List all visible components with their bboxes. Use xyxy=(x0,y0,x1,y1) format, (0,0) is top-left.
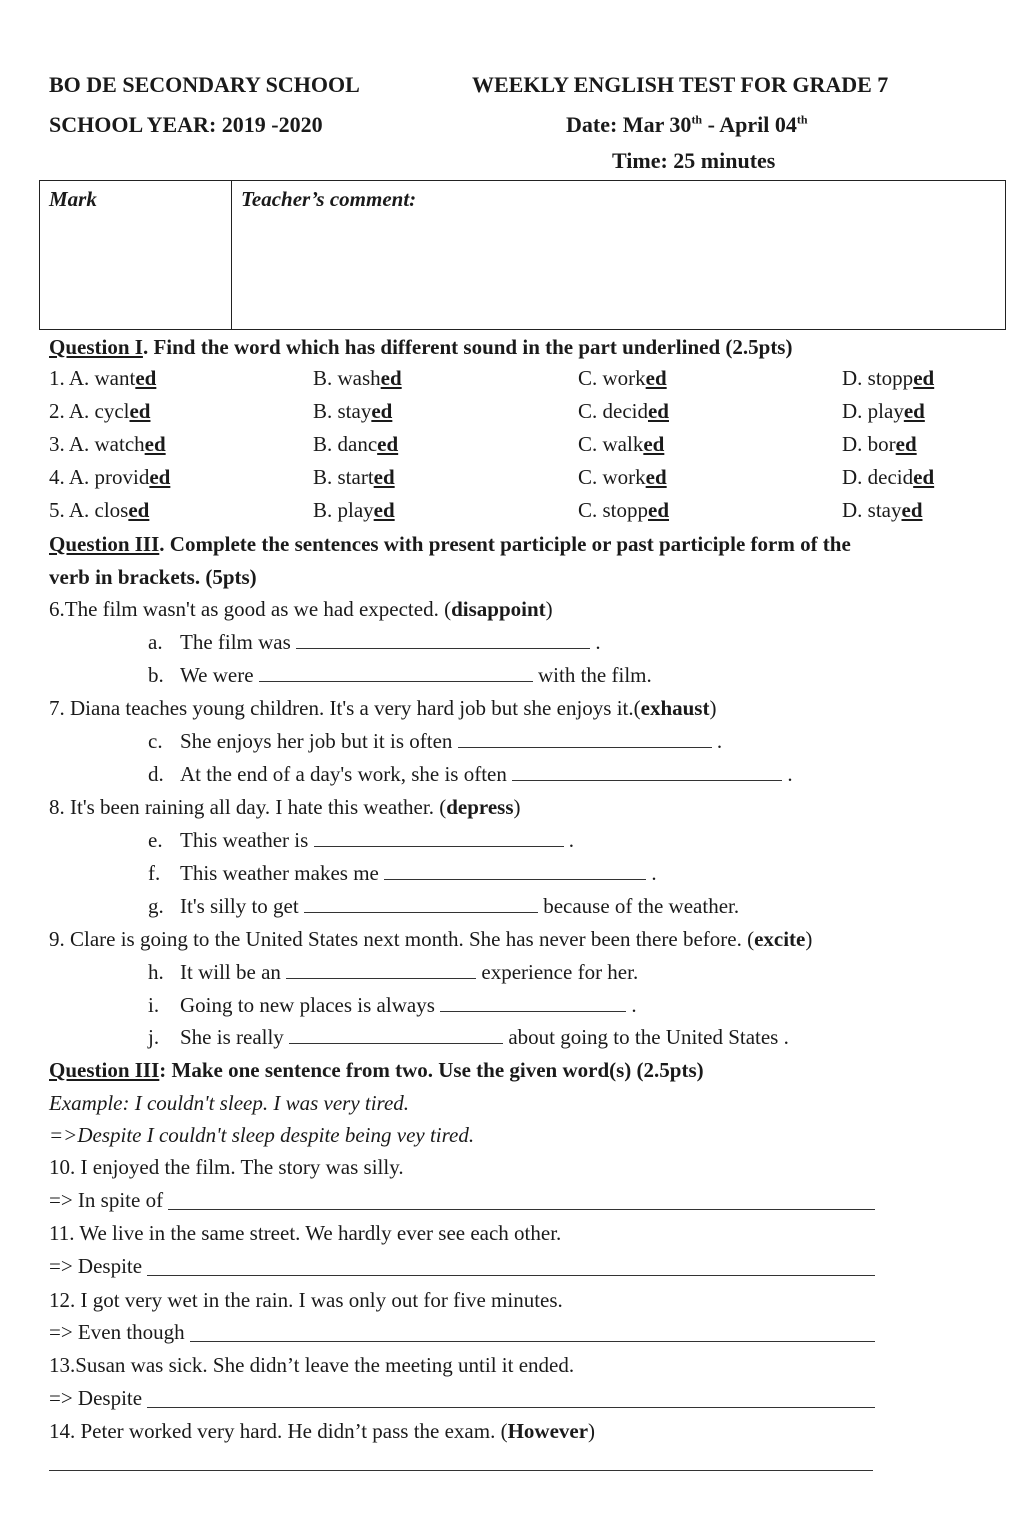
q1-option: 5. A. closed xyxy=(49,498,150,522)
answer-blank[interactable] xyxy=(289,1025,503,1044)
question-2-heading: Question III. Complete the sentences with present participle or past participle form of the xyxy=(49,532,851,556)
answer-line[interactable] xyxy=(168,1188,875,1210)
q1-option: C. worked xyxy=(578,366,667,390)
question-14: 14. Peter worked very hard. He didn’t pass the exam. (However) xyxy=(49,1419,596,1443)
q1-option: D. decided xyxy=(842,465,935,489)
school-year: SCHOOL YEAR: 2019 -2020 xyxy=(49,112,323,137)
test-date: Date: Mar 30th - April 04th xyxy=(566,112,808,137)
question-3-heading: Question III: Make one sentence from two. Use the given word(s) (2.5pts) xyxy=(49,1058,704,1082)
q1-option: 3. A. watched xyxy=(49,432,166,456)
box-divider xyxy=(231,181,232,329)
answer-blank[interactable] xyxy=(296,630,590,649)
q1-option: C. worked xyxy=(578,465,667,489)
example-answer: =>Despite I couldn't sleep despite being vey tired. xyxy=(49,1123,475,1147)
q3-answer-row: => Even though xyxy=(49,1320,875,1345)
q2-subitem: h. It will be an experience for her. xyxy=(148,960,639,984)
q1-option: D. stayed xyxy=(842,498,923,522)
q1-option: 4. A. provided xyxy=(49,465,171,489)
q3-item: 12. I got very wet in the rain. I was only out for five minutes. xyxy=(49,1288,563,1312)
answer-line[interactable] xyxy=(190,1320,875,1342)
answer-blank[interactable] xyxy=(512,762,782,781)
q3-answer-row: => Despite xyxy=(49,1254,875,1279)
example-line: Example: I couldn't sleep. I was very tired. xyxy=(49,1091,410,1115)
answer-blank[interactable] xyxy=(384,861,646,880)
test-time: Time: 25 minutes xyxy=(612,148,776,173)
q2-subitem: a. The film was . xyxy=(148,630,601,654)
q2-subitem: f. This weather makes me . xyxy=(148,861,657,885)
q1-option: C. decided xyxy=(578,399,669,423)
q2-subitem: d. At the end of a day's work, she is often . xyxy=(148,762,793,786)
school-name: BO DE SECONDARY SCHOOL xyxy=(49,72,360,97)
q3-item: 10. I enjoyed the film. The story was silly. xyxy=(49,1155,404,1179)
q1-option: D. played xyxy=(842,399,925,423)
q1-option: B. stayed xyxy=(313,399,393,423)
q2-item: 8. It's been raining all day. I hate this weather. (depress) xyxy=(49,795,521,819)
answer-line[interactable] xyxy=(147,1254,875,1276)
q2-subitem: e. This weather is . xyxy=(148,828,575,852)
q1-option: D. bored xyxy=(842,432,917,456)
q1-option: C. stopped xyxy=(578,498,670,522)
answer-blank[interactable] xyxy=(304,894,538,913)
answer-blank[interactable] xyxy=(286,960,476,979)
q2-item: 6.The film wasn't as good as we had expected. (disappoint) xyxy=(49,597,553,621)
q1-option: B. danced xyxy=(313,432,399,456)
q1-option: 1. A. wanted xyxy=(49,366,157,390)
q1-option: C. walked xyxy=(578,432,665,456)
q1-option: D. stopped xyxy=(842,366,935,390)
question-2-heading-line2: verb in brackets. (5pts) xyxy=(49,565,257,589)
q2-subitem: i. Going to new places is always . xyxy=(148,993,637,1017)
q2-subitem: b. We were with the film. xyxy=(148,663,652,687)
answer-blank[interactable] xyxy=(259,663,533,682)
test-title: WEEKLY ENGLISH TEST FOR GRADE 7 xyxy=(472,72,889,97)
mark-comment-box xyxy=(39,180,1006,330)
answer-blank[interactable] xyxy=(440,993,626,1012)
q1-option: B. played xyxy=(313,498,395,522)
q3-answer-row: => Despite xyxy=(49,1386,875,1411)
q2-subitem: j. She is really about going to the United States . xyxy=(148,1025,789,1049)
q2-subitem: g. It's silly to get because of the weather. xyxy=(148,894,740,918)
q1-option: B. started xyxy=(313,465,395,489)
q3-item: 13.Susan was sick. She didn’t leave the meeting until it ended. xyxy=(49,1353,575,1377)
answer-blank[interactable] xyxy=(458,729,712,748)
q2-item: 9. Clare is going to the United States next month. She has never been there before. (excite) xyxy=(49,927,813,951)
teacher-comment-label: Teacher’s comment: xyxy=(241,187,417,211)
question-1-heading: Question I. Find the word which has different sound in the part underlined (2.5pts) xyxy=(49,335,793,359)
answer-blank[interactable] xyxy=(314,828,564,847)
answer-line[interactable] xyxy=(147,1386,875,1408)
q1-option: 2. A. cycled xyxy=(49,399,151,423)
q1-option: B. washed xyxy=(313,366,402,390)
q3-item: 11. We live in the same street. We hardly ever see each other. xyxy=(49,1221,562,1245)
question-14-answer-line[interactable] xyxy=(49,1470,873,1471)
q2-item: 7. Diana teaches young children. It's a very hard job but she enjoys it.(exhaust) xyxy=(49,696,717,720)
q3-answer-row: => In spite of xyxy=(49,1188,875,1213)
mark-label: Mark xyxy=(49,187,97,211)
q2-subitem: c. She enjoys her job but it is often . xyxy=(148,729,723,753)
